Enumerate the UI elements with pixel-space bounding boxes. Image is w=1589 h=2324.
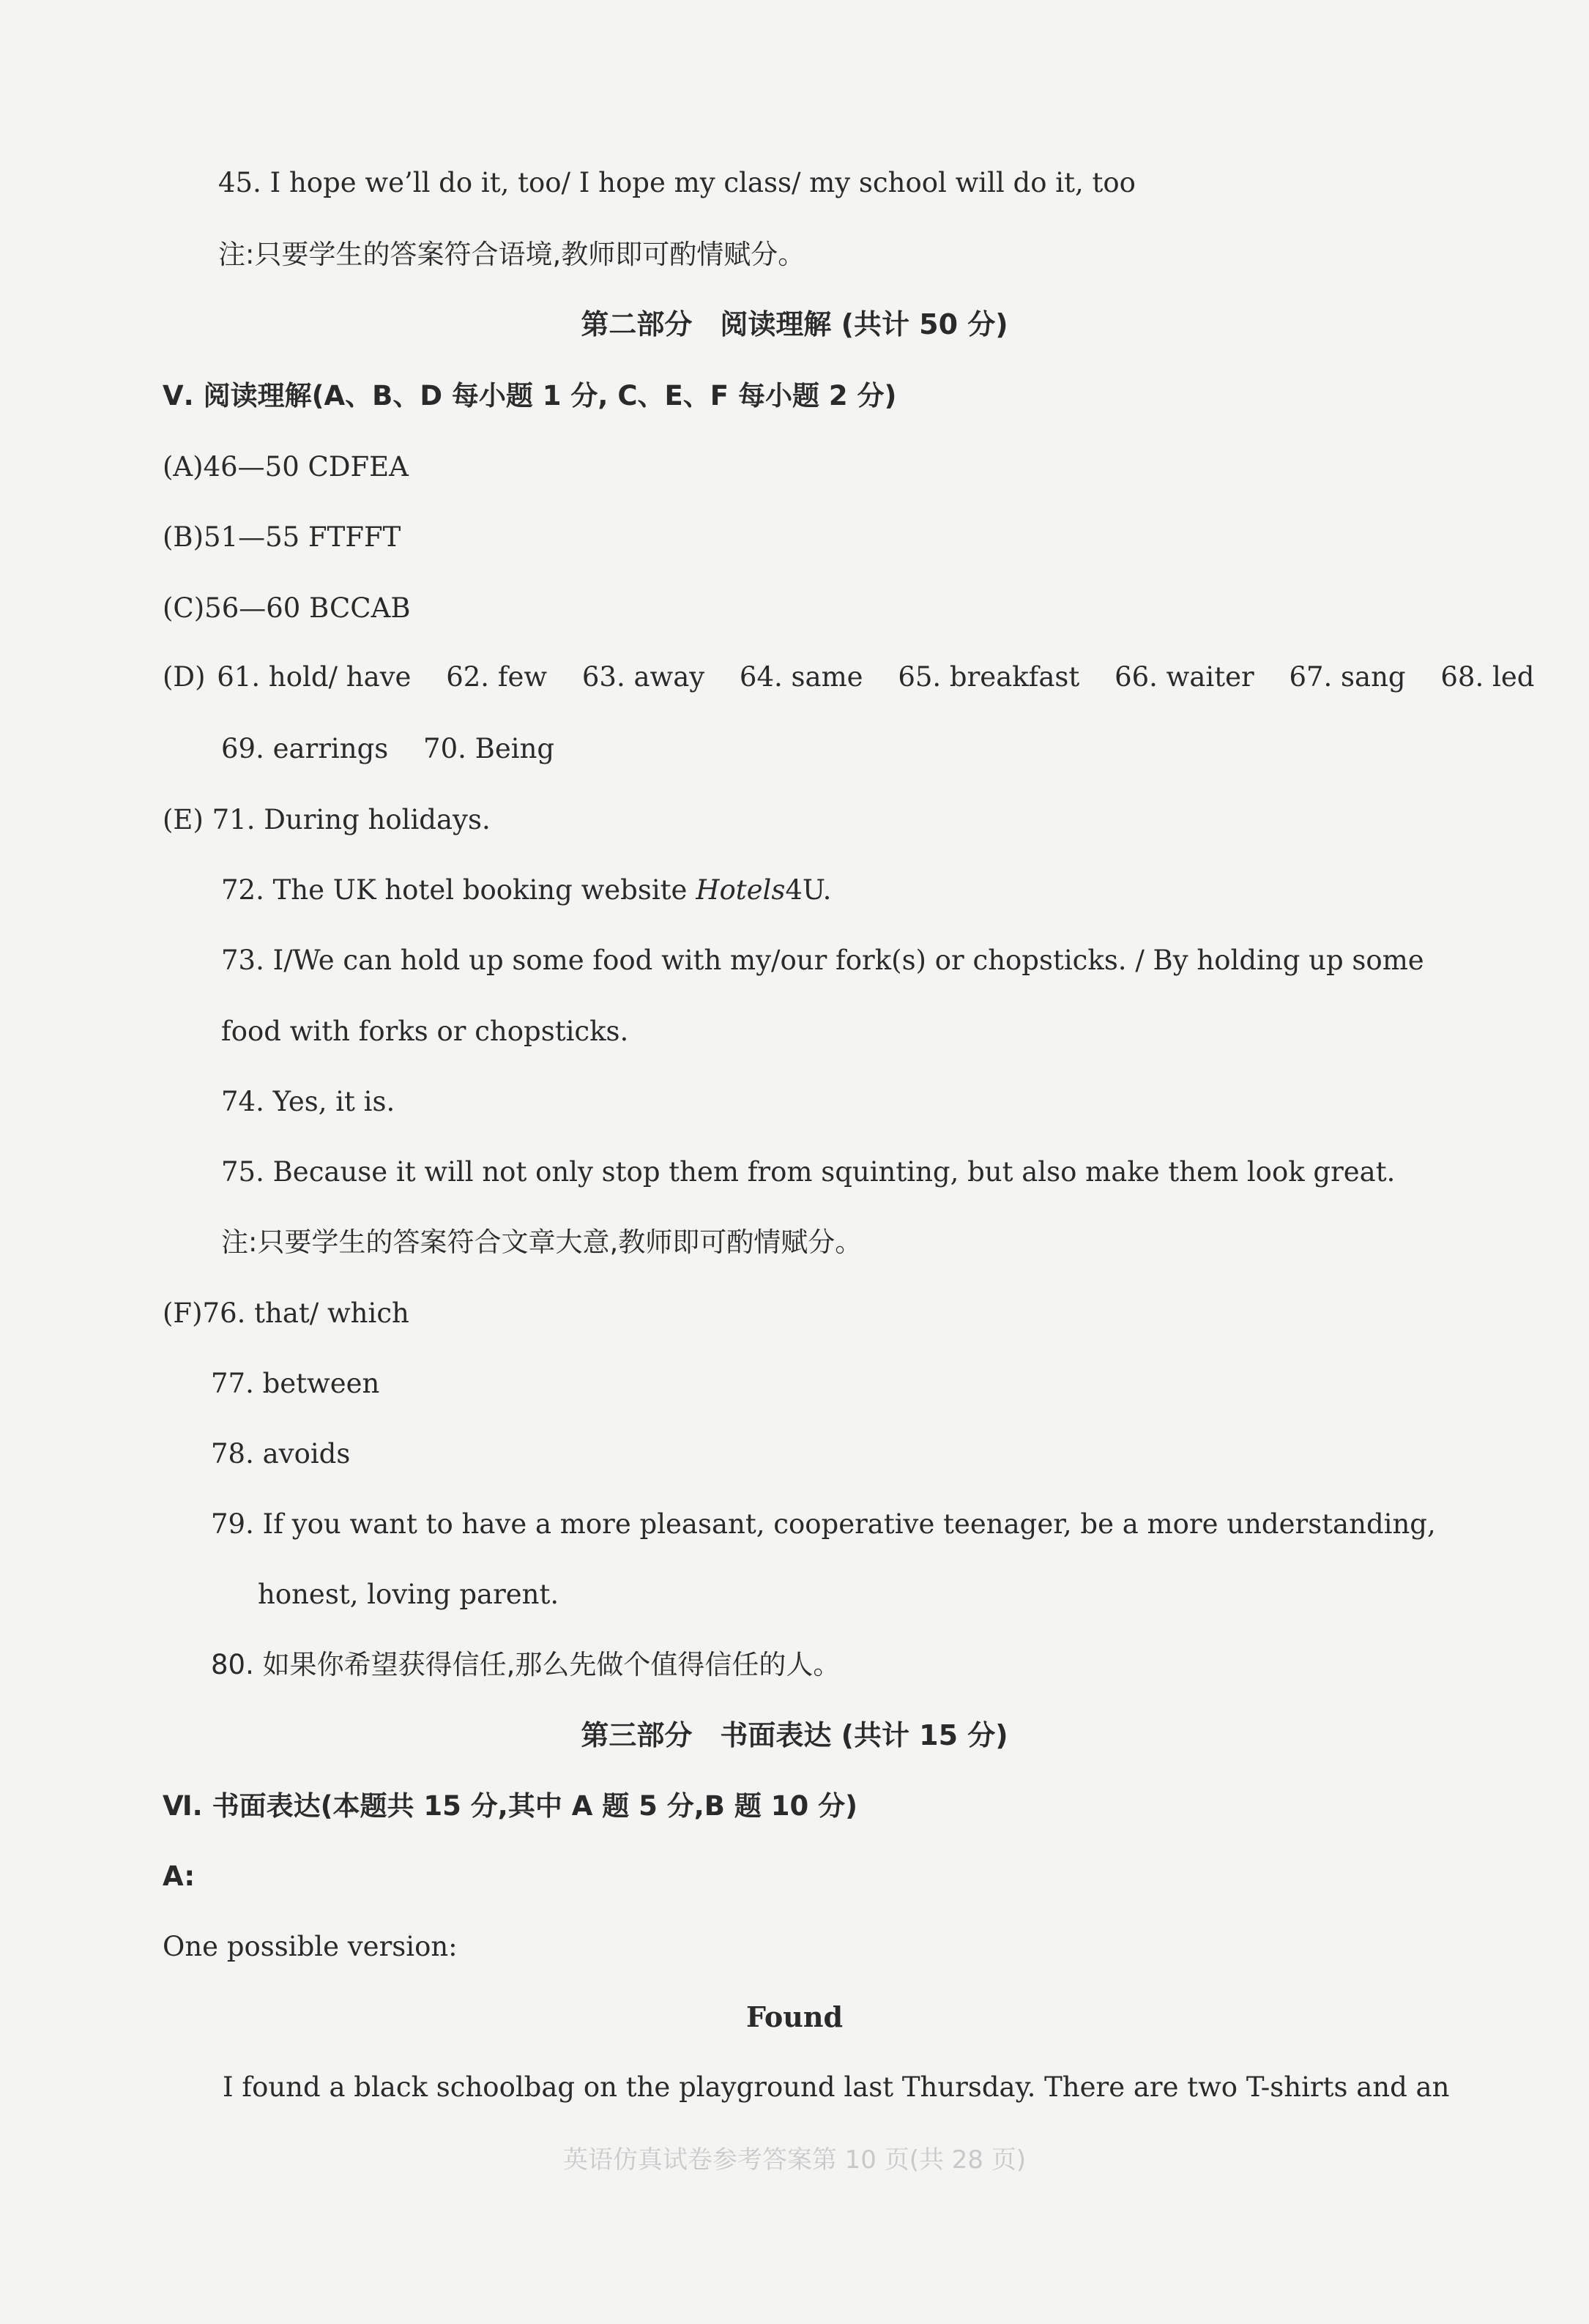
page-footer: 英语仿真试卷参考答案第 10 页(共 28 页): [562, 2145, 1027, 2175]
answers-a: (A)46—50 CDFEA: [163, 451, 409, 483]
answers-d-label: (D): [163, 661, 215, 693]
answer-67: 67. sang: [1289, 661, 1406, 693]
part-a-label: A:: [163, 1861, 196, 1892]
section-five-heading: Ⅴ. 阅读理解(A、B、D 每小题 1 分, C、E、F 每小题 2 分): [163, 380, 897, 411]
answer-62: 62. few: [446, 661, 548, 693]
answer-80: 80. 如果你希望获得信任,那么先做个值得信任的人。: [211, 1649, 841, 1680]
answer-72-suffix: 4U.: [785, 874, 832, 906]
answers-b: (B)51—55 FTFFT: [163, 521, 401, 553]
answer-75: 75. Because it will not only stop them from squinting, but also make them look great.: [221, 1156, 1396, 1188]
answer-72: [221, 872, 831, 909]
note-context: 注:只要学生的答案符合语境,教师即可酌情赋分。: [218, 239, 805, 270]
answer-79-line2: honest, loving parent.: [258, 1579, 559, 1610]
answer-78: 78. avoids: [211, 1438, 351, 1470]
answer-76: (F)76. that/ which: [163, 1297, 409, 1329]
note-gist: 注:只要学生的答案符合文章大意,教师即可酌情赋分。: [221, 1226, 863, 1258]
answer-74: 74. Yes, it is.: [221, 1086, 395, 1117]
essay-title: Found: [745, 2000, 844, 2033]
answer-61: 61. hold/ have: [217, 661, 412, 693]
answer-72-italic: Hotels: [696, 874, 786, 906]
answer-77: 77. between: [211, 1368, 380, 1399]
answer-71: (E) 71. During holidays.: [163, 804, 491, 835]
answers-d-row2: [221, 731, 581, 767]
essay-line-1: I found a black schoolbag on the playground last Thursday. There are two T-shirts and an: [223, 2071, 1450, 2103]
section-six-heading: Ⅵ. 书面表达(本题共 15 分,其中 A 题 5 分,B 题 10 分): [163, 1790, 858, 1822]
answer-79-line1: 79. If you want to have a more pleasant, cooperative teenager, be a more understanding,: [211, 1508, 1436, 1540]
answer-73-line2: food with forks or chopsticks.: [221, 1016, 629, 1047]
answers-d-row1: [163, 659, 1560, 696]
part-three-heading: 第三部分 书面表达 (共计 15 分): [581, 1719, 1008, 1751]
part-two-heading: 第二部分 阅读理解 (共计 50 分): [581, 308, 1008, 340]
answer-69: 69. earrings: [221, 733, 389, 764]
answer-68: 68. led: [1440, 661, 1535, 693]
answer-70: 70. Being: [423, 733, 555, 764]
answer-73-line1: 73. I/We can hold up some food with my/our fork(s) or chopsticks. / By holding up some: [221, 945, 1424, 976]
answer-65: 65. breakfast: [898, 661, 1080, 693]
possible-version-label: One possible version:: [163, 1931, 458, 1962]
answer-72-text: 72. The UK hotel booking website: [221, 874, 696, 906]
answer-66: 66. waiter: [1114, 661, 1254, 693]
answers-c: (C)56—60 BCCAB: [163, 592, 411, 624]
answer-45: 45. I hope we’ll do it, too/ I hope my class/ my school will do it, too: [218, 167, 1136, 198]
answer-64: 64. same: [739, 661, 863, 693]
answer-63: 63. away: [581, 661, 705, 693]
